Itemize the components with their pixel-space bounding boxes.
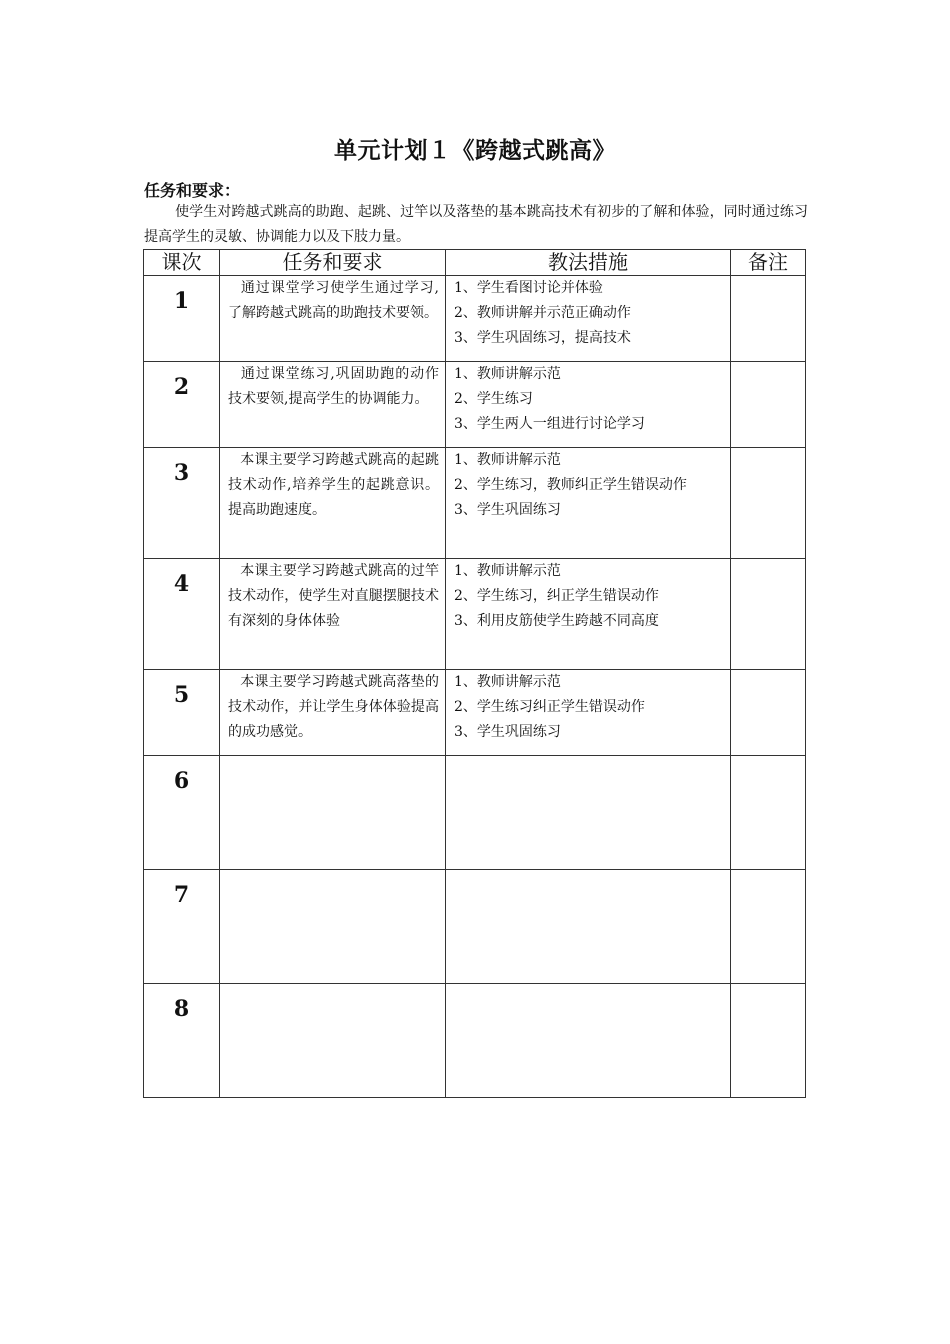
method-item <box>454 326 724 351</box>
notes-cell <box>731 276 806 362</box>
intro-text: 使学生对跨越式跳高的助跑、起跳、过竿以及落垫的基本跳高技术有初步的了解和体验，同时通过练习提高学生的灵敏、协调能力以及下肢力量。 <box>144 204 808 245</box>
header-methods: 教法措施 <box>446 250 731 276</box>
method-number: 2、 <box>454 588 477 604</box>
method-item <box>454 609 724 634</box>
method-text: 学生练习纠正学生错误动作 <box>476 699 645 715</box>
method-text: 学生巩固练习 <box>476 724 561 740</box>
notes-cell <box>731 448 806 559</box>
method-text: 学生练习，纠正学生错误动作 <box>476 588 659 604</box>
method-item <box>454 695 724 720</box>
tasks-heading: 任务和要求： <box>144 181 241 200</box>
methods-list <box>454 559 724 634</box>
table-row <box>144 670 806 756</box>
method-number: 2、 <box>454 391 477 407</box>
page-title: 单元计划１《跨越式跳高》 <box>334 137 616 164</box>
task-cell <box>220 559 446 670</box>
lesson-number: 3 <box>173 460 190 486</box>
methods-list <box>454 362 724 437</box>
method-number: 1、 <box>454 366 477 382</box>
method-number: 2、 <box>454 305 477 321</box>
lesson-number: 6 <box>173 768 190 794</box>
method-text: 教师讲解示范 <box>476 674 561 690</box>
task-text: 通过课堂学习使学生通过学习,了解跨越式跳高的助跑技术要领。 <box>228 280 439 321</box>
methods-cell <box>446 448 731 559</box>
method-text: 教师讲解示范 <box>476 366 561 382</box>
method-number: 1、 <box>454 563 477 579</box>
methods-cell <box>446 670 731 756</box>
method-text: 学生练习 <box>476 391 533 407</box>
method-item <box>454 559 724 584</box>
notes-cell <box>731 984 806 1098</box>
methods-list <box>454 276 724 351</box>
method-text: 学生两人一组进行讨论学习 <box>476 416 645 432</box>
header-notes: 备注 <box>731 250 806 276</box>
methods-cell <box>446 870 731 984</box>
lesson-number-cell <box>144 984 220 1098</box>
method-number: 3、 <box>454 613 477 629</box>
intro-paragraph <box>144 200 808 250</box>
methods-list <box>454 670 724 745</box>
methods-cell <box>446 276 731 362</box>
method-item <box>454 584 724 609</box>
table-header-row <box>144 250 806 276</box>
method-text: 学生巩固练习，提高技术 <box>476 330 631 346</box>
methods-cell <box>446 362 731 448</box>
table-row <box>144 756 806 870</box>
lesson-number: 4 <box>173 571 190 597</box>
method-number: 1、 <box>454 280 477 296</box>
task-cell <box>220 448 446 559</box>
table-row <box>144 448 806 559</box>
method-text: 教师讲解示范 <box>476 452 561 468</box>
notes-cell <box>731 559 806 670</box>
lesson-number-cell <box>144 276 220 362</box>
notes-cell <box>731 670 806 756</box>
method-item <box>454 412 724 437</box>
method-number: 1、 <box>454 674 477 690</box>
table-row <box>144 276 806 362</box>
method-number: 2、 <box>454 477 477 493</box>
lesson-number-cell <box>144 870 220 984</box>
header-tasks: 任务和要求 <box>220 250 446 276</box>
method-number: 3、 <box>454 330 477 346</box>
notes-cell <box>731 362 806 448</box>
method-item <box>454 473 724 498</box>
method-number: 3、 <box>454 502 477 518</box>
table-row <box>144 984 806 1098</box>
table-row <box>144 870 806 984</box>
method-number: 3、 <box>454 416 477 432</box>
method-number: 3、 <box>454 724 477 740</box>
header-lesson: 课次 <box>144 250 220 276</box>
lesson-number: 2 <box>173 374 190 400</box>
methods-cell <box>446 984 731 1098</box>
method-item <box>454 387 724 412</box>
lesson-number: 5 <box>173 682 190 708</box>
method-text: 学生练习，教师纠正学生错误动作 <box>476 477 687 493</box>
task-text: 本课主要学习跨越式跳高的起跳技术动作,培养学生的起跳意识。提高助跑速度。 <box>228 452 439 518</box>
method-text: 利用皮筋使学生跨越不同高度 <box>476 613 659 629</box>
method-item <box>454 448 724 473</box>
task-text: 通过课堂练习,巩固助跑的动作技术要领,提高学生的协调能力。 <box>228 366 439 407</box>
method-number: 1、 <box>454 452 477 468</box>
methods-cell <box>446 559 731 670</box>
task-cell <box>220 362 446 448</box>
notes-cell <box>731 870 806 984</box>
lesson-number-cell <box>144 756 220 870</box>
task-text: 本课主要学习跨越式跳高落垫的技术动作，并让学生身体体验提高的成功感觉。 <box>228 674 439 740</box>
method-item <box>454 276 724 301</box>
unit-plan-table <box>143 249 806 1098</box>
methods-cell <box>446 756 731 870</box>
method-text: 学生看图讨论并体验 <box>476 280 603 296</box>
lesson-number-cell <box>144 362 220 448</box>
task-cell <box>220 276 446 362</box>
method-item <box>454 498 724 523</box>
task-cell <box>220 984 446 1098</box>
method-item <box>454 670 724 695</box>
lesson-number-cell <box>144 448 220 559</box>
task-cell <box>220 870 446 984</box>
lesson-number-cell <box>144 670 220 756</box>
method-text: 教师讲解并示范正确动作 <box>476 305 631 321</box>
task-cell <box>220 670 446 756</box>
lesson-number: 7 <box>173 882 190 908</box>
task-text: 本课主要学习跨越式跳高的过竿技术动作，使学生对直腿摆腿技术有深刻的身体体验 <box>228 563 439 629</box>
notes-cell <box>731 756 806 870</box>
lesson-number: 1 <box>173 288 190 314</box>
method-item <box>454 362 724 387</box>
lesson-number-cell <box>144 559 220 670</box>
task-cell <box>220 756 446 870</box>
method-text: 学生巩固练习 <box>476 502 561 518</box>
lesson-number: 8 <box>173 996 190 1022</box>
table-row <box>144 559 806 670</box>
table-row <box>144 362 806 448</box>
method-text: 教师讲解示范 <box>476 563 561 579</box>
method-number: 2、 <box>454 699 477 715</box>
methods-list <box>454 448 724 523</box>
method-item <box>454 301 724 326</box>
method-item <box>454 720 724 745</box>
